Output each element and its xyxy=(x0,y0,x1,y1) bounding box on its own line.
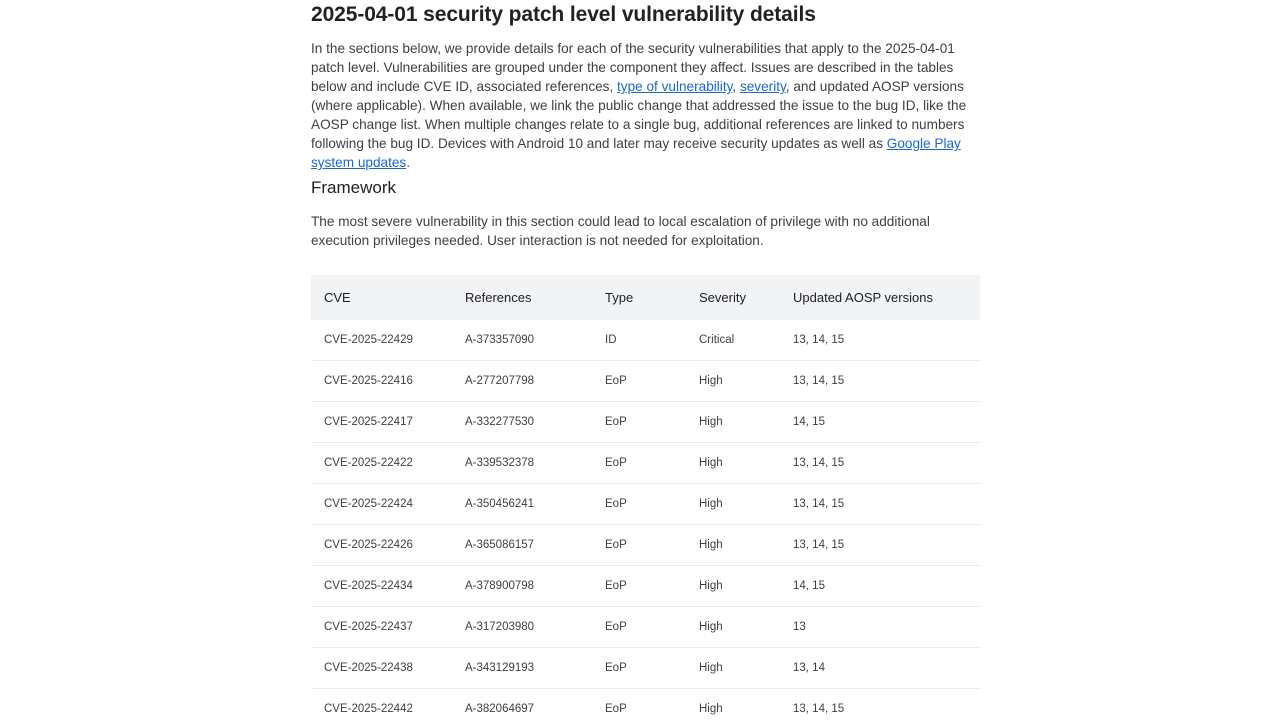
cell-type: EoP xyxy=(592,525,686,566)
cell-aosp-versions: 14, 15 xyxy=(780,402,980,443)
header-type: Type xyxy=(605,290,634,305)
cell-aosp-versions: 13, 14, 15 xyxy=(780,484,980,525)
intro-text-1: In the sections below, we provide details for each of the security vulnerabilities that apply to the 2025-04-01 patch level. Vulnerabilities are grouped under the component they affect. Issues are described in the tables below and include CVE ID, associated references, xyxy=(311,41,955,94)
cell-severity: High xyxy=(686,607,780,648)
cell-aosp-versions: 13, 14, 15 xyxy=(780,320,980,361)
table-row xyxy=(311,443,980,484)
cell-aosp-versions: 14, 15 xyxy=(780,566,980,607)
cell-cve: CVE-2025-22417 xyxy=(311,402,452,443)
cell-aosp-versions: 13, 14, 15 xyxy=(780,689,980,720)
cell-type: EoP xyxy=(592,566,686,607)
cell-reference: A-277207798 xyxy=(452,361,592,402)
section-description: The most severe vulnerability in this section could lead to local escalation of privilege with no additional execution privileges needed. User interaction is not needed for exploitation. xyxy=(311,214,930,248)
cell-severity: High xyxy=(686,689,780,720)
table-row xyxy=(311,525,980,566)
cell-reference: A-373357090 xyxy=(452,320,592,361)
cell-cve: CVE-2025-22434 xyxy=(311,566,452,607)
cell-aosp-versions: 13, 14, 15 xyxy=(780,525,980,566)
cell-cve: CVE-2025-22442 xyxy=(311,689,452,720)
cell-cve: CVE-2025-22422 xyxy=(311,443,452,484)
intro-paragraph xyxy=(311,39,980,172)
cell-severity: High xyxy=(686,402,780,443)
cell-aosp-versions: 13, 14 xyxy=(780,648,980,689)
cell-cve: CVE-2025-22416 xyxy=(311,361,452,402)
cell-severity: High xyxy=(686,443,780,484)
cell-severity: High xyxy=(686,484,780,525)
cell-cve: CVE-2025-22429 xyxy=(311,320,452,361)
table-row xyxy=(311,607,980,648)
header-severity: Severity xyxy=(699,290,746,305)
cell-reference: A-350456241 xyxy=(452,484,592,525)
google-play-system-updates-link[interactable]: Google Play system updates xyxy=(311,136,961,170)
table-row xyxy=(311,566,980,607)
table-row xyxy=(311,689,980,720)
cell-reference: A-365086157 xyxy=(452,525,592,566)
table-row xyxy=(311,320,980,361)
cell-type: ID xyxy=(592,320,686,361)
cell-reference: A-339532378 xyxy=(452,443,592,484)
intro-text-3: . xyxy=(406,155,410,170)
cell-aosp-versions: 13, 14, 15 xyxy=(780,443,980,484)
header-references: References xyxy=(465,290,532,305)
cell-cve: CVE-2025-22424 xyxy=(311,484,452,525)
cell-cve: CVE-2025-22437 xyxy=(311,607,452,648)
cell-type: EoP xyxy=(592,361,686,402)
cell-type: EoP xyxy=(592,443,686,484)
cell-aosp-versions: 13, 14, 15 xyxy=(780,361,980,402)
cell-cve: CVE-2025-22426 xyxy=(311,525,452,566)
cell-type: EoP xyxy=(592,484,686,525)
section-title-framework: Framework xyxy=(311,178,397,197)
cell-severity: High xyxy=(686,566,780,607)
table-header-row xyxy=(311,275,980,320)
header-aosp-versions: Updated AOSP versions xyxy=(793,290,933,305)
cell-severity: High xyxy=(686,361,780,402)
table-row xyxy=(311,402,980,443)
type-of-vulnerability-link[interactable]: type of vulnerability xyxy=(617,79,733,94)
intro-sep: , xyxy=(732,79,740,94)
vulnerability-table xyxy=(311,275,980,720)
cell-severity: High xyxy=(686,648,780,689)
severity-link[interactable]: severity xyxy=(739,79,786,94)
cell-type: EoP xyxy=(592,648,686,689)
cell-reference: A-343129193 xyxy=(452,648,592,689)
cell-cve: CVE-2025-22438 xyxy=(311,648,452,689)
cell-reference: A-382064697 xyxy=(452,689,592,720)
cell-reference: A-317203980 xyxy=(452,607,592,648)
cell-severity: Critical xyxy=(686,320,780,361)
page-title: 2025-04-01 security patch level vulnerability details xyxy=(311,3,816,26)
cell-type: EoP xyxy=(592,689,686,720)
cell-severity: High xyxy=(686,525,780,566)
table-row xyxy=(311,361,980,402)
cell-type: EoP xyxy=(592,402,686,443)
table-row xyxy=(311,648,980,689)
cell-reference: A-332277530 xyxy=(452,402,592,443)
table-row xyxy=(311,484,980,525)
header-cve: CVE xyxy=(324,290,351,305)
cell-reference: A-378900798 xyxy=(452,566,592,607)
cell-type: EoP xyxy=(592,607,686,648)
intro-text-2: , and updated AOSP versions (where applicable). When available, we link the public change that addressed the issue to the bug ID, like the AOSP change list. When multiple changes relate to a single bug, additional references are linked to numbers following the bug ID. Devices with Android 10 and later may receive security updates as well as xyxy=(311,79,967,151)
cell-aosp-versions: 13 xyxy=(780,607,980,648)
